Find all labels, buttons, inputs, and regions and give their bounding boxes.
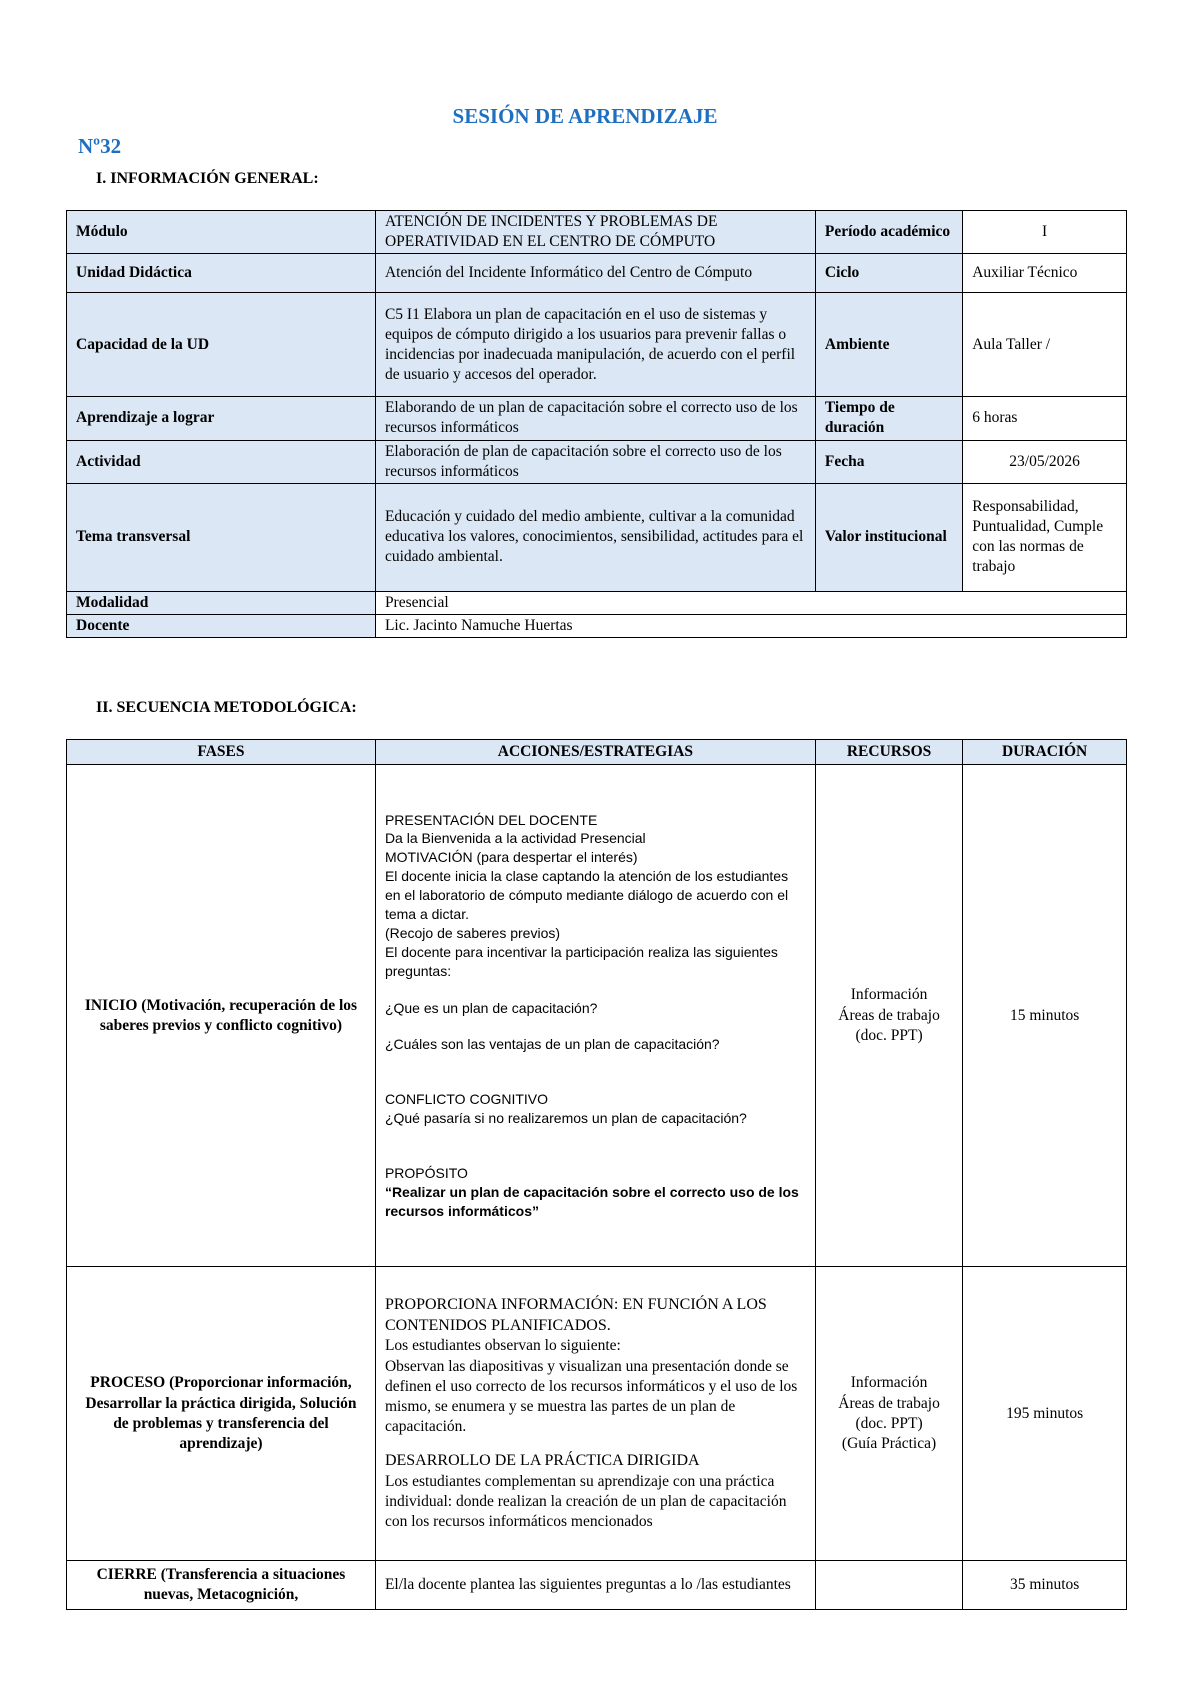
table-row-proceso xyxy=(67,1267,1127,1561)
acciones-proceso xyxy=(375,1267,815,1561)
table-row-cierre xyxy=(67,1561,1127,1610)
periodo-label: Período académico xyxy=(815,211,962,254)
table-row-inicio xyxy=(67,765,1127,1267)
docente-label: Docente xyxy=(67,614,376,637)
aprendizaje-value: Elaborando de un plan de capacitación sobre el correcto uso de los recursos informáticos xyxy=(375,397,815,440)
inicio-captando: El docente inicia la clase captando la atención de los estudiantes en el laboratorio de cómputo mediante diálogo de acuerdo con el tema a dictar. xyxy=(384,868,789,922)
column-header-recursos: RECURSOS xyxy=(815,740,962,765)
tema-value: Educación y cuidado del medio ambiente, cultivar a la comunidad educativa los valores, conocimientos, sensibilidad, actitudes para el cuidado ambiental. xyxy=(375,483,815,591)
fase-proceso: PROCESO (Proporcionar información, Desarrollar la práctica dirigida, Solución de problemas y transferencia del aprendizaje) xyxy=(67,1267,376,1561)
valor-value: Responsabilidad, Puntualidad, Cumple con las normas de trabajo xyxy=(963,483,1127,591)
tema-label: Tema transversal xyxy=(67,483,376,591)
acciones-cierre: El/la docente plantea las siguientes preguntas a lo /las estudiantes xyxy=(375,1561,815,1610)
proceso-desarrollo: DESARROLLO DE LA PRÁCTICA DIRIGIDA xyxy=(384,1452,700,1470)
ciclo-value: Auxiliar Técnico xyxy=(963,254,1127,293)
duracion-proceso: 195 minutos xyxy=(963,1267,1127,1561)
valor-label: Valor institucional xyxy=(815,483,962,591)
capacidad-label: Capacidad de la UD xyxy=(67,293,376,397)
tiempo-label: Tiempo de duración xyxy=(815,397,962,440)
column-header-fases: FASES xyxy=(67,740,376,765)
actividad-label: Actividad xyxy=(67,440,376,483)
recursos-proceso-3: (doc. PPT) xyxy=(855,1414,923,1432)
actividad-value: Elaboración de plan de capacitación sobre el correcto uso de los recursos informáticos xyxy=(375,440,815,483)
recursos-proceso-4: (Guía Práctica) xyxy=(841,1434,937,1452)
capacidad-value: C5 I1 Elabora un plan de capacitación en el uso de sistemas y equipos de cómputo dirigido a los usuarios para prevenir fallas o incidencias por inadecuada manipulación, de acuerdo con el perfil de usuario y accesos del operador. xyxy=(375,293,815,397)
acciones-inicio xyxy=(375,765,815,1267)
unidad-value: Atención del Incidente Informático del Centro de Cómputo xyxy=(375,254,815,293)
recursos-cierre xyxy=(815,1561,962,1610)
column-header-acciones: ACCIONES/ESTRATEGIAS xyxy=(375,740,815,765)
inicio-incentivar: El docente para incentivar la participación realiza las siguientes preguntas: xyxy=(384,943,778,979)
recursos-inicio xyxy=(815,765,962,1267)
inicio-pregunta-1: ¿Que es un plan de capacitación? xyxy=(384,999,598,1016)
inicio-motivacion: MOTIVACIÓN (para despertar el interés) xyxy=(384,849,638,866)
recursos-proceso-2: Áreas de trabajo xyxy=(838,1394,940,1412)
inicio-recojo: (Recojo de saberes previos) xyxy=(384,924,561,941)
inicio-conflicto: CONFLICTO COGNITIVO xyxy=(384,1091,549,1108)
column-header-duracion: DURACIÓN xyxy=(963,740,1127,765)
inicio-pregunta-2: ¿Cuáles son las ventajas de un plan de capacitación? xyxy=(384,1036,720,1053)
inicio-proposito: PROPÓSITO xyxy=(384,1165,468,1182)
ambiente-label: Ambiente xyxy=(815,293,962,397)
proceso-complementan: Los estudiantes complementan su aprendizaje con una práctica individual: donde realizan la creación de un plan de capacitación con los recursos informáticos mencionados xyxy=(384,1472,787,1531)
duracion-inicio: 15 minutos xyxy=(963,765,1127,1267)
aprendizaje-label: Aprendizaje a lograr xyxy=(67,397,376,440)
section-heading-general: I. INFORMACIÓN GENERAL: xyxy=(96,170,319,187)
periodo-value: I xyxy=(963,211,1127,254)
inicio-presentacion: PRESENTACIÓN DEL DOCENTE xyxy=(384,811,598,828)
recursos-inicio-1: Información xyxy=(850,986,928,1004)
proceso-observan: Los estudiantes observan lo siguiente: xyxy=(384,1337,621,1355)
fase-cierre: CIERRE (Transferencia a situaciones nuevas, Metacognición, xyxy=(67,1561,376,1610)
page-title: SESIÓN DE APRENDIZAJE xyxy=(452,104,718,128)
section-heading-secuencia: II. SECUENCIA METODOLÓGICA: xyxy=(96,699,357,716)
tiempo-value: 6 horas xyxy=(963,397,1127,440)
recursos-inicio-3: (doc. PPT) xyxy=(855,1026,923,1044)
ambiente-value: Aula Taller / xyxy=(963,293,1127,397)
duracion-cierre: 35 minutos xyxy=(963,1561,1127,1610)
ciclo-label: Ciclo xyxy=(815,254,962,293)
recursos-inicio-2: Áreas de trabajo xyxy=(838,1006,940,1024)
modalidad-label: Modalidad xyxy=(67,591,376,614)
session-number: Nº32 xyxy=(78,134,122,158)
fecha-value: 23/05/2026 xyxy=(963,440,1127,483)
inicio-bienvenida: Da la Bienvenida a la actividad Presencial xyxy=(384,830,646,847)
proceso-proporciona: PROPORCIONA INFORMACIÓN: EN FUNCIÓN A LOS CONTENIDOS PLANIFICADOS. xyxy=(384,1295,767,1334)
modulo-label: Módulo xyxy=(67,211,376,254)
fase-inicio: INICIO (Motivación, recuperación de los saberes previos y conflicto cognitivo) xyxy=(67,765,376,1267)
recursos-proceso-1: Información xyxy=(850,1374,928,1392)
inicio-proposito-texto: “Realizar un plan de capacitación sobre el correcto uso de los recursos informáticos” xyxy=(384,1183,799,1219)
modulo-value: ATENCIÓN DE INCIDENTES Y PROBLEMAS DE OPERATIVIDAD EN EL CENTRO DE CÓMPUTO xyxy=(375,211,815,254)
recursos-proceso xyxy=(815,1267,962,1561)
secuencia-table xyxy=(66,739,1127,1610)
general-info-table xyxy=(66,210,1127,638)
docente-value: Lic. Jacinto Namuche Huertas xyxy=(375,614,1126,637)
inicio-conflicto-pregunta: ¿Qué pasaría si no realizaremos un plan de capacitación? xyxy=(384,1110,747,1127)
proceso-diapositivas: Observan las diapositivas y visualizan una presentación donde se definen el uso correcto de los recursos informáticos y el uso de los mismo, se enumera y se muestra las partes de un plan de capacitación. xyxy=(384,1357,798,1436)
fecha-label: Fecha xyxy=(815,440,962,483)
unidad-label: Unidad Didáctica xyxy=(67,254,376,293)
modalidad-value: Presencial xyxy=(375,591,1126,614)
